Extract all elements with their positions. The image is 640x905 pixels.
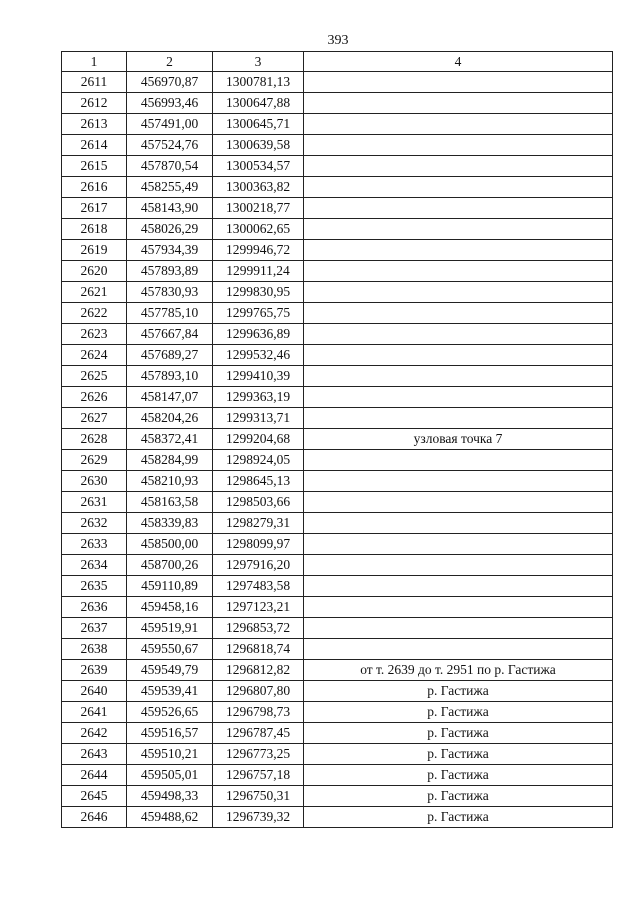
x-coordinate-cell: 459516,57: [127, 723, 213, 744]
y-coordinate-cell: 1299313,71: [213, 408, 304, 429]
table-row: [62, 681, 613, 702]
description-cell: [304, 198, 613, 219]
x-coordinate-cell: 459510,21: [127, 744, 213, 765]
description-cell: узловая точка 7: [304, 429, 613, 450]
table-row: [62, 240, 613, 261]
y-coordinate-cell: 1296853,72: [213, 618, 304, 639]
y-coordinate-cell: 1300363,82: [213, 177, 304, 198]
table-row: [62, 513, 613, 534]
x-coordinate-cell: 457689,27: [127, 345, 213, 366]
point-number-cell: 2640: [62, 681, 127, 702]
table-row: [62, 156, 613, 177]
table-row: [62, 744, 613, 765]
table-row: [62, 261, 613, 282]
table-row: [62, 618, 613, 639]
description-cell: [304, 597, 613, 618]
point-number-cell: 2643: [62, 744, 127, 765]
y-coordinate-cell: 1299532,46: [213, 345, 304, 366]
table-row: [62, 303, 613, 324]
point-number-cell: 2642: [62, 723, 127, 744]
point-number-cell: 2627: [62, 408, 127, 429]
x-coordinate-cell: 458255,49: [127, 177, 213, 198]
point-number-cell: 2629: [62, 450, 127, 471]
point-number-cell: 2645: [62, 786, 127, 807]
y-coordinate-cell: 1298099,97: [213, 534, 304, 555]
description-cell: р. Гастижа: [304, 744, 613, 765]
y-coordinate-cell: 1299946,72: [213, 240, 304, 261]
x-coordinate-cell: 458372,41: [127, 429, 213, 450]
y-coordinate-cell: 1298279,31: [213, 513, 304, 534]
page-number: 393: [327, 33, 349, 48]
point-number-cell: 2637: [62, 618, 127, 639]
column-header-2: 2: [127, 52, 213, 72]
table-row: [62, 387, 613, 408]
x-coordinate-cell: 457491,00: [127, 114, 213, 135]
x-coordinate-cell: 458143,90: [127, 198, 213, 219]
x-coordinate-cell: 458163,58: [127, 492, 213, 513]
x-coordinate-cell: 457667,84: [127, 324, 213, 345]
point-number-cell: 2628: [62, 429, 127, 450]
y-coordinate-cell: 1300534,57: [213, 156, 304, 177]
table-row: [62, 429, 613, 450]
table-row: [62, 555, 613, 576]
x-coordinate-cell: 457785,10: [127, 303, 213, 324]
point-number-cell: 2618: [62, 219, 127, 240]
point-number-cell: 2625: [62, 366, 127, 387]
table-row: [62, 534, 613, 555]
description-cell: [304, 345, 613, 366]
point-number-cell: 2612: [62, 93, 127, 114]
description-cell: [304, 492, 613, 513]
x-coordinate-cell: 459505,01: [127, 765, 213, 786]
table-row: [62, 72, 613, 93]
table-row: [62, 765, 613, 786]
y-coordinate-cell: 1299363,19: [213, 387, 304, 408]
table-row: [62, 702, 613, 723]
y-coordinate-cell: 1299830,95: [213, 282, 304, 303]
y-coordinate-cell: 1300218,77: [213, 198, 304, 219]
y-coordinate-cell: 1296787,45: [213, 723, 304, 744]
description-cell: [304, 156, 613, 177]
point-number-cell: 2644: [62, 765, 127, 786]
y-coordinate-cell: 1300647,88: [213, 93, 304, 114]
description-cell: р. Гастижа: [304, 786, 613, 807]
y-coordinate-cell: 1296773,25: [213, 744, 304, 765]
x-coordinate-cell: 457830,93: [127, 282, 213, 303]
y-coordinate-cell: 1300781,13: [213, 72, 304, 93]
point-number-cell: 2626: [62, 387, 127, 408]
point-number-cell: 2611: [62, 72, 127, 93]
description-cell: р. Гастижа: [304, 702, 613, 723]
point-number-cell: 2639: [62, 660, 127, 681]
table-row: [62, 324, 613, 345]
x-coordinate-cell: 459498,33: [127, 786, 213, 807]
table-row: [62, 408, 613, 429]
description-cell: р. Гастижа: [304, 765, 613, 786]
point-number-cell: 2615: [62, 156, 127, 177]
description-cell: [304, 114, 613, 135]
point-number-cell: 2630: [62, 471, 127, 492]
y-coordinate-cell: 1299204,68: [213, 429, 304, 450]
x-coordinate-cell: 456993,46: [127, 93, 213, 114]
point-number-cell: 2634: [62, 555, 127, 576]
x-coordinate-cell: 459549,79: [127, 660, 213, 681]
point-number-cell: 2614: [62, 135, 127, 156]
point-number-cell: 2631: [62, 492, 127, 513]
table-row: [62, 492, 613, 513]
description-cell: [304, 450, 613, 471]
y-coordinate-cell: 1299636,89: [213, 324, 304, 345]
table-row: [62, 177, 613, 198]
x-coordinate-cell: 459488,62: [127, 807, 213, 828]
description-cell: [304, 135, 613, 156]
table-row: [62, 576, 613, 597]
description-cell: [304, 366, 613, 387]
table-row: [62, 597, 613, 618]
description-cell: [304, 639, 613, 660]
x-coordinate-cell: 459458,16: [127, 597, 213, 618]
description-cell: [304, 282, 613, 303]
description-cell: [304, 324, 613, 345]
table-row: [62, 93, 613, 114]
description-cell: р. Гастижа: [304, 681, 613, 702]
column-header-3: 3: [213, 52, 304, 72]
x-coordinate-cell: 458339,83: [127, 513, 213, 534]
x-coordinate-cell: 458700,26: [127, 555, 213, 576]
point-number-cell: 2633: [62, 534, 127, 555]
description-cell: [304, 219, 613, 240]
y-coordinate-cell: 1297916,20: [213, 555, 304, 576]
description-cell: [304, 534, 613, 555]
point-number-cell: 2635: [62, 576, 127, 597]
x-coordinate-cell: 456970,87: [127, 72, 213, 93]
table-row: [62, 198, 613, 219]
point-number-cell: 2622: [62, 303, 127, 324]
y-coordinate-cell: 1298924,05: [213, 450, 304, 471]
x-coordinate-cell: 458284,99: [127, 450, 213, 471]
y-coordinate-cell: 1296812,82: [213, 660, 304, 681]
table-row: [62, 807, 613, 828]
y-coordinate-cell: 1296798,73: [213, 702, 304, 723]
description-cell: [304, 93, 613, 114]
y-coordinate-cell: 1298503,66: [213, 492, 304, 513]
y-coordinate-cell: 1296818,74: [213, 639, 304, 660]
description-cell: [304, 240, 613, 261]
table-row: [62, 723, 613, 744]
y-coordinate-cell: 1299765,75: [213, 303, 304, 324]
point-number-cell: 2619: [62, 240, 127, 261]
description-cell: р. Гастижа: [304, 723, 613, 744]
point-number-cell: 2620: [62, 261, 127, 282]
description-cell: р. Гастижа: [304, 807, 613, 828]
point-number-cell: 2641: [62, 702, 127, 723]
point-number-cell: 2636: [62, 597, 127, 618]
column-header-1: 1: [62, 52, 127, 72]
description-cell: [304, 303, 613, 324]
y-coordinate-cell: 1300062,65: [213, 219, 304, 240]
description-cell: [304, 72, 613, 93]
y-coordinate-cell: 1296750,31: [213, 786, 304, 807]
y-coordinate-cell: 1297483,58: [213, 576, 304, 597]
y-coordinate-cell: 1299410,39: [213, 366, 304, 387]
point-number-cell: 2621: [62, 282, 127, 303]
description-cell: [304, 387, 613, 408]
column-header-4: 4: [304, 52, 613, 72]
x-coordinate-cell: 458500,00: [127, 534, 213, 555]
table-row: [62, 114, 613, 135]
table-body: [62, 72, 613, 828]
table-row: [62, 450, 613, 471]
y-coordinate-cell: 1299911,24: [213, 261, 304, 282]
description-cell: [304, 471, 613, 492]
x-coordinate-cell: 458147,07: [127, 387, 213, 408]
description-cell: [304, 576, 613, 597]
y-coordinate-cell: 1300645,71: [213, 114, 304, 135]
x-coordinate-cell: 457870,54: [127, 156, 213, 177]
table-row: [62, 135, 613, 156]
x-coordinate-cell: 458026,29: [127, 219, 213, 240]
table-row: [62, 639, 613, 660]
point-number-cell: 2616: [62, 177, 127, 198]
x-coordinate-cell: 457524,76: [127, 135, 213, 156]
point-number-cell: 2623: [62, 324, 127, 345]
x-coordinate-cell: 459539,41: [127, 681, 213, 702]
description-cell: [304, 177, 613, 198]
description-cell: [304, 513, 613, 534]
point-number-cell: 2617: [62, 198, 127, 219]
x-coordinate-cell: 458210,93: [127, 471, 213, 492]
table-row: [62, 660, 613, 681]
point-number-cell: 2646: [62, 807, 127, 828]
description-cell: [304, 408, 613, 429]
description-cell: [304, 555, 613, 576]
table-row: [62, 786, 613, 807]
x-coordinate-cell: 457893,10: [127, 366, 213, 387]
y-coordinate-cell: 1297123,21: [213, 597, 304, 618]
table-row: [62, 282, 613, 303]
header-row: [62, 52, 613, 72]
x-coordinate-cell: 459550,67: [127, 639, 213, 660]
x-coordinate-cell: 457934,39: [127, 240, 213, 261]
description-cell: от т. 2639 до т. 2951 по р. Гастижа: [304, 660, 613, 681]
y-coordinate-cell: 1296807,80: [213, 681, 304, 702]
x-coordinate-cell: 459110,89: [127, 576, 213, 597]
y-coordinate-cell: 1296739,32: [213, 807, 304, 828]
y-coordinate-cell: 1296757,18: [213, 765, 304, 786]
point-number-cell: 2624: [62, 345, 127, 366]
point-number-cell: 2632: [62, 513, 127, 534]
description-cell: [304, 261, 613, 282]
table-row: [62, 345, 613, 366]
description-cell: [304, 618, 613, 639]
y-coordinate-cell: 1298645,13: [213, 471, 304, 492]
point-number-cell: 2638: [62, 639, 127, 660]
table-row: [62, 219, 613, 240]
point-number-cell: 2613: [62, 114, 127, 135]
x-coordinate-cell: 457893,89: [127, 261, 213, 282]
x-coordinate-cell: 459526,65: [127, 702, 213, 723]
coordinates-table: [61, 51, 613, 828]
y-coordinate-cell: 1300639,58: [213, 135, 304, 156]
table-row: [62, 471, 613, 492]
x-coordinate-cell: 459519,91: [127, 618, 213, 639]
table-row: [62, 366, 613, 387]
x-coordinate-cell: 458204,26: [127, 408, 213, 429]
